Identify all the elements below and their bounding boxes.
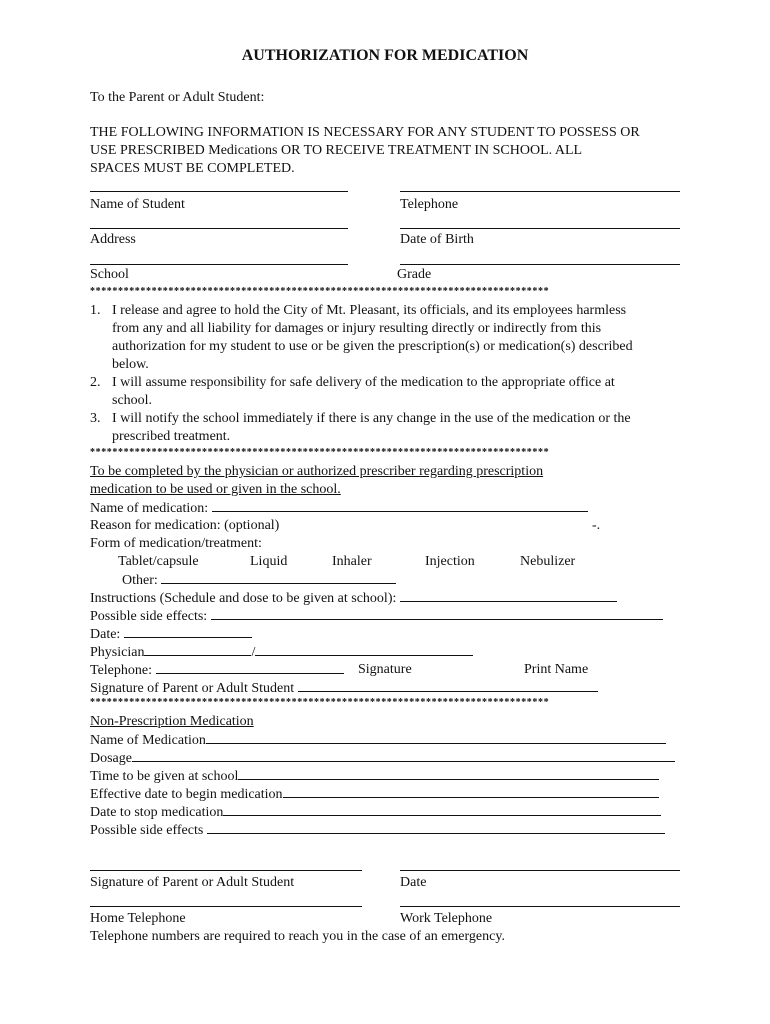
date-caption: Date (400, 875, 427, 890)
form-option-liquid[interactable]: Liquid (250, 554, 288, 569)
agreement-item-1 (90, 302, 690, 374)
work-telephone-caption: Work Telephone (400, 911, 493, 926)
separator-1: ********************************************************************************** (90, 286, 550, 297)
date-of-birth-label: Date of Birth (400, 232, 474, 247)
np-time-label: Time to be given at school (90, 769, 239, 784)
school-label: School (90, 267, 129, 282)
address-label: Address (90, 232, 136, 247)
form-label: Form of medication/treatment: (90, 536, 262, 551)
agreements-list (90, 302, 690, 446)
physician-label: Physician (90, 645, 145, 660)
separator-2: ********************************************************************************** (90, 447, 550, 458)
np-start-label: Effective date to begin medication (90, 787, 283, 802)
parent-signature-label: Signature of Parent or Adult Student (90, 681, 295, 696)
agreement-line: prescribed treatment. (112, 429, 231, 444)
agreement-line: I will notify the school immediately if there is any change in the use of the medication or the (112, 411, 631, 426)
physician-heading-1: To be completed by the physician or authorized prescriber regarding prescription (90, 464, 544, 479)
agreement-line: I release and agree to hold the City of Mt. Pleasant, its officials, and its employees harmless (112, 303, 627, 318)
agreement-line: school. (112, 393, 153, 408)
name-of-medication-label: Name of medication: (90, 501, 209, 516)
salutation: To the Parent or Adult Student: (90, 90, 265, 105)
intro-line-1: THE FOLLOWING INFORMATION IS NECESSARY FOR ANY STUDENT TO POSSESS OR (90, 125, 640, 140)
intro-line-3: SPACES MUST BE COMPLETED. (90, 161, 295, 176)
reason-end: -. (592, 518, 601, 533)
name-of-medication-field[interactable] (212, 499, 588, 512)
agreement-line: I will assume responsibility for safe delivery of the medication to the appropriate office at (112, 375, 615, 390)
np-time-row (90, 767, 659, 786)
name-of-student-label: Name of Student (90, 197, 185, 212)
agreement-line: from any and all liability for damages or injury resulting directly or indirectly from this (112, 321, 602, 336)
nonprescription-heading: Non-Prescription Medication (90, 714, 254, 729)
name-of-student-line[interactable] (90, 191, 348, 192)
name-of-medication-row (90, 499, 588, 518)
physician-telephone-row (90, 661, 344, 680)
agreement-item-3 (90, 410, 690, 446)
np-name-row (90, 731, 666, 750)
agreement-number: 2. (90, 375, 101, 390)
instructions-row (90, 589, 617, 608)
agreement-number: 1. (90, 303, 101, 318)
address-line[interactable] (90, 228, 348, 229)
np-dosage-row (90, 749, 675, 768)
side-effects-field[interactable] (211, 607, 663, 620)
np-start-row (90, 785, 659, 804)
form-title: AUTHORIZATION FOR MEDICATION (241, 47, 529, 64)
side-effects-row (90, 607, 663, 626)
physician-heading-2: medication to be used or given in the school. (90, 482, 341, 497)
instructions-field[interactable] (400, 589, 617, 602)
physician-telephone-label: Telephone: (90, 663, 152, 678)
np-dosage-field[interactable] (132, 749, 675, 762)
parent-signature-field[interactable] (298, 679, 598, 692)
home-telephone-line[interactable] (90, 906, 362, 907)
other-field[interactable] (161, 571, 396, 584)
telephone-label: Telephone (400, 197, 459, 212)
np-name-label: Name of Medication (90, 733, 206, 748)
intro-line-2: USE PRESCRIBED Medications OR TO RECEIVE TREATMENT IN SCHOOL. ALL (90, 143, 583, 158)
other-row (122, 571, 396, 590)
telephone-line[interactable] (400, 191, 680, 192)
np-side-effects-row (90, 821, 665, 840)
grade-line[interactable] (400, 264, 680, 265)
reason-label: Reason for medication: (optional) (90, 518, 280, 533)
form-option-inhaler[interactable]: Inhaler (332, 554, 372, 569)
form-option-nebulizer[interactable]: Nebulizer (520, 554, 576, 569)
np-side-effects-label: Possible side effects (90, 823, 204, 838)
school-line[interactable] (90, 264, 348, 265)
home-telephone-caption: Home Telephone (90, 911, 186, 926)
np-stop-field[interactable] (223, 803, 661, 816)
form-option-injection[interactable]: Injection (425, 554, 475, 569)
other-label: Other: (122, 573, 158, 588)
physician-telephone-field[interactable] (156, 661, 344, 674)
np-side-effects-field[interactable] (207, 821, 665, 834)
form-option-tablet[interactable]: Tablet/capsule (118, 554, 199, 569)
physician-slash: / (251, 645, 256, 660)
date-field[interactable] (124, 625, 252, 638)
agreement-line: authorization for my student to use or be given the prescription(s) or medication(s) described (112, 339, 633, 354)
date-row (90, 625, 252, 644)
parent-signature-line[interactable] (90, 870, 362, 871)
signature-caption: Signature (358, 662, 412, 677)
np-time-field[interactable] (238, 767, 659, 780)
agreement-item-2 (90, 374, 690, 410)
instructions-label: Instructions (Schedule and dose to be given at school): (90, 591, 397, 606)
parent-signature-row (90, 679, 598, 698)
physician-row (90, 643, 473, 662)
separator-3: ********************************************************************************** (90, 697, 550, 708)
agreement-line: below. (112, 357, 149, 372)
np-name-field[interactable] (206, 731, 666, 744)
print-name-caption: Print Name (524, 662, 589, 677)
date-label: Date: (90, 627, 121, 642)
agreement-number: 3. (90, 411, 101, 426)
work-telephone-line[interactable] (400, 906, 680, 907)
date-line[interactable] (400, 870, 680, 871)
date-of-birth-line[interactable] (400, 228, 680, 229)
np-dosage-label: Dosage (90, 751, 132, 766)
np-stop-row (90, 803, 661, 822)
emergency-note: Telephone numbers are required to reach you in the case of an emergency. (90, 929, 505, 944)
grade-label: Grade (397, 267, 432, 282)
physician-print-name-field[interactable] (255, 643, 473, 656)
side-effects-label: Possible side effects: (90, 609, 208, 624)
physician-signature-field[interactable] (144, 643, 251, 656)
np-start-field[interactable] (283, 785, 659, 798)
np-stop-label: Date to stop medication (90, 805, 224, 820)
parent-signature-caption: Signature of Parent or Adult Student (90, 875, 295, 890)
